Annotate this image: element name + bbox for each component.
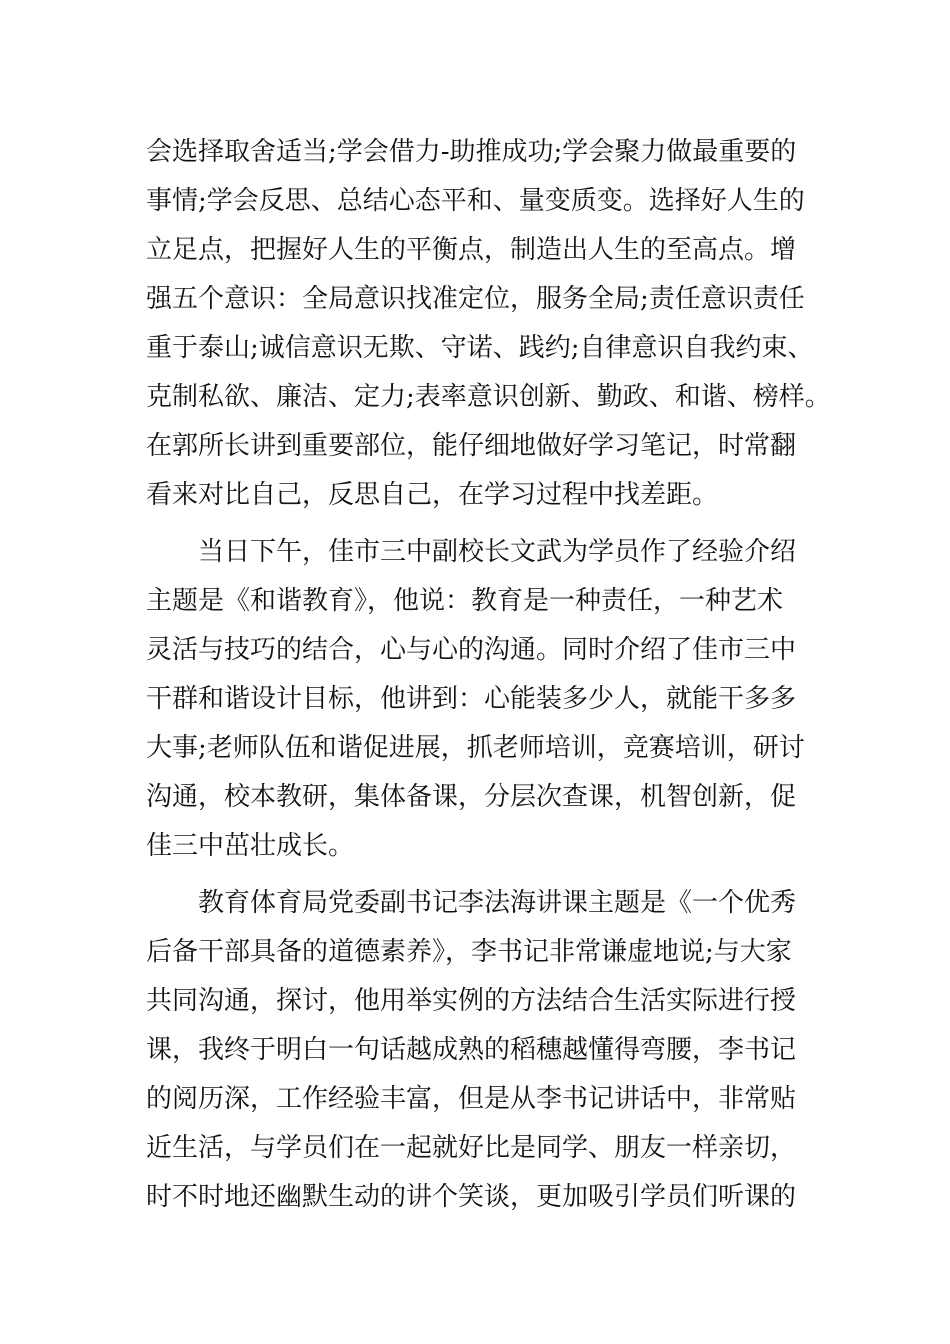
text-line: 时不时地还幽默生动的讲个笑谈，更加吸引学员们听课的: [146, 1182, 797, 1212]
paragraph-2: [146, 528, 836, 871]
text-line: 在郭所长讲到重要部位，能仔细地做好学习笔记，时常翻: [146, 431, 797, 461]
text-line: 会选择取舍适当;学会借力-助推成功;学会聚力做最重要的: [146, 137, 797, 167]
text-line: 佳三中茁壮成长。: [146, 831, 355, 861]
text-line: 灵活与技巧的结合，心与心的沟通。同时介绍了佳市三中: [146, 635, 797, 665]
text-line: 重于泰山;诚信意识无欺、守诺、践约;自律意识自我约束、: [146, 333, 814, 363]
text-line: 大事;老师队伍和谐促进展，抓老师培训，竞赛培训，研讨: [146, 733, 805, 763]
text-line: 课，我终于明白一句话越成熟的稻穗越懂得弯腰，李书记: [146, 1035, 797, 1065]
text-line: 看来对比自己，反思自己，在学习过程中找差距。: [146, 480, 719, 510]
text-line: 克制私欲、廉洁、定力;表率意识创新、勤政、和谐、榜样。: [146, 382, 831, 412]
text-line: 立足点，把握好人生的平衡点，制造出人生的至高点。增: [146, 235, 797, 265]
text-line: 后备干部具备的道德素养》，李书记非常谦虚地说;与大家: [146, 937, 792, 967]
text-line: 沟通，校本教研，集体备课，分层次查课，机智创新，促: [146, 782, 797, 812]
text-line: 干群和谐设计目标，他讲到：心能装多少人，就能干多多: [146, 684, 797, 714]
text-line: 主题是《和谐教育》，他说：教育是一种责任，一种艺术: [146, 586, 784, 616]
text-line: 的阅历深，工作经验丰富，但是从李书记讲话中，非常贴: [146, 1084, 797, 1114]
text-line: 事情;学会反思、总结心态平和、量变质变。选择好人生的: [146, 186, 805, 216]
body-text: [146, 128, 836, 1222]
paragraph-1: [146, 128, 836, 520]
text-line: 强五个意识：全局意识找准定位，服务全局;责任意识责任: [146, 284, 805, 314]
text-line: 共同沟通，探讨，他用举实例的方法结合生活实际进行授: [146, 986, 797, 1016]
text-line: 教育体育局党委副书记李法海讲课主题是《一个优秀: [198, 888, 797, 918]
text-line: 当日下午，佳市三中副校长文武为学员作了经验介绍: [198, 537, 797, 567]
text-line: 近生活，与学员们在一起就好比是同学、朋友一样亲切，: [146, 1133, 797, 1163]
paragraph-3: [146, 879, 836, 1222]
